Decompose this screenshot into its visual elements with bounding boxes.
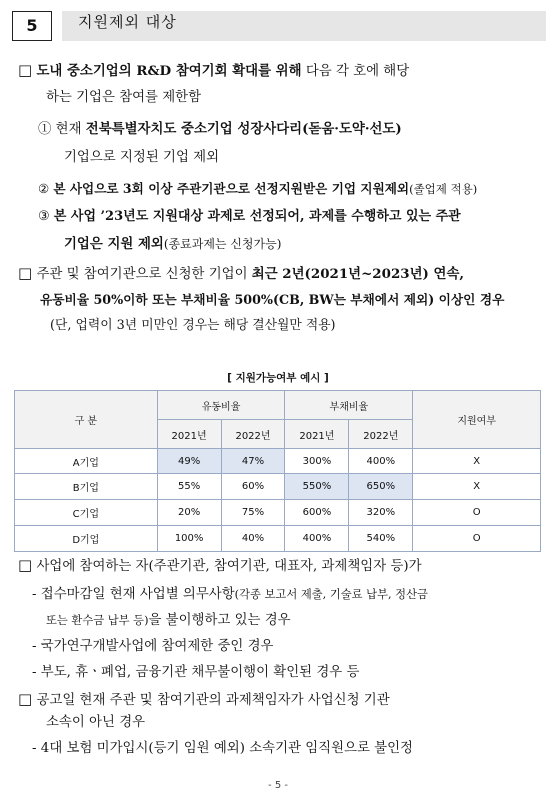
company-name: D기업 — [15, 526, 158, 552]
table-cell: 300% — [285, 449, 349, 474]
header-year: 2021년 — [285, 420, 349, 449]
circled-number: ② — [38, 181, 50, 196]
header-support: 지원여부 — [413, 391, 541, 449]
table-caption: [ 지원가능여부 예시 ] — [227, 372, 329, 384]
section-title: 지원제외 대상 — [78, 13, 177, 31]
support-status: X — [413, 474, 541, 500]
s1-rest-text: 다음 각 호에 해당 — [301, 64, 410, 79]
support-status: O — [413, 526, 541, 552]
s1-item1: ① 현재 전북특별자치도 중소기업 성장사다리(돋움·도약·선도) — [38, 121, 402, 137]
s1-line1 — [18, 59, 409, 83]
s1-line2: 하는 기업은 참여를 제한함 — [46, 90, 202, 105]
table-row — [15, 526, 541, 552]
circled-number: ① — [38, 122, 52, 137]
square-bullet-icon: □ — [18, 264, 33, 282]
table-cell: 100% — [157, 526, 221, 552]
header-year: 2022년 — [221, 420, 285, 449]
header-category: 구 분 — [15, 391, 158, 449]
square-bullet-icon: □ — [18, 61, 33, 79]
s4-sub: - 4대 보험 미가입시(등기 임원 예외) 소속기관 임직원으로 불인정 — [32, 741, 413, 756]
table-cell: 400% — [349, 449, 413, 474]
table-cell: 650% — [349, 474, 413, 500]
table-cell: 75% — [221, 500, 285, 526]
header-year: 2021년 — [157, 420, 221, 449]
header-liquidity: 유동비율 — [157, 391, 285, 420]
table-cell: 49% — [157, 449, 221, 474]
section-header — [0, 6, 556, 40]
table-cell: 550% — [285, 474, 349, 500]
support-status: O — [413, 500, 541, 526]
header-debt: 부채비율 — [285, 391, 413, 420]
s3-item1-line2: 또는 환수금 납부 등)을 불이행하고 있는 경우 — [46, 613, 291, 628]
example-table — [14, 390, 541, 552]
header-year: 2022년 — [349, 420, 413, 449]
company-name: A기업 — [15, 449, 158, 474]
s2-line1: □ 주관 및 참여기관으로 신청한 기업이 최근 2년(2021년~2023년) 연속, — [18, 264, 465, 282]
table-cell: 400% — [285, 526, 349, 552]
table-cell: 540% — [349, 526, 413, 552]
s1-bold-text: 도내 중소기업의 R&D 참여기회 확대를 위해 — [36, 63, 302, 79]
s3-item1: - 접수마감일 현재 사업별 의무사항(각종 보고서 제출, 기술료 납부, 정산금 — [32, 587, 428, 602]
s1-item2: ② 본 사업으로 3회 이상 주관기관으로 선정지원받은 기업 지원제외(졸업제 적용) — [38, 181, 478, 196]
company-name: B기업 — [15, 474, 158, 500]
table-cell: 40% — [221, 526, 285, 552]
s2-line2: 유동비율 50%이하 또는 부채비율 500%(CB, BW는 부채에서 제외) 이상인 경우 — [40, 292, 505, 307]
table-row — [15, 474, 541, 500]
support-status: X — [413, 449, 541, 474]
table-cell: 47% — [221, 449, 285, 474]
s4-line1: □ 공고일 현재 주관 및 참여기관의 과제책임자가 사업신청 기관 — [18, 690, 390, 708]
table-cell: 55% — [157, 474, 221, 500]
square-bullet-icon: □ — [18, 690, 33, 708]
s3-item2: - 국가연구개발사업에 참여제한 중인 경우 — [32, 639, 274, 654]
s4-line2: 소속이 아닌 경우 — [46, 715, 146, 730]
table-cell: 20% — [157, 500, 221, 526]
s2-line3: (단, 업력이 3년 미만인 경우는 해당 결산월만 적용) — [50, 318, 336, 333]
table-cell: 600% — [285, 500, 349, 526]
circled-number: ③ — [38, 209, 50, 224]
s1-item1-line2: 기업으로 지정된 기업 제외 — [64, 150, 220, 165]
s1-item3: ③ 본 사업 ’23년도 지원대상 과제로 선정되어, 과제를 수행하고 있는 주관 — [38, 209, 461, 224]
table-cell: 60% — [221, 474, 285, 500]
s3-line1: □ 사업에 참여하는 자(주관기관, 참여기관, 대표자, 과제책임자 등)가 — [18, 556, 422, 574]
section-number: 5 — [12, 11, 52, 41]
s1-item3-line2: 기업은 지원 제외(종료과제는 신청가능) — [64, 236, 282, 252]
table-row — [15, 500, 541, 526]
square-bullet-icon: □ — [18, 556, 33, 574]
company-name: C기업 — [15, 500, 158, 526]
table-cell: 320% — [349, 500, 413, 526]
s3-item3: - 부도, 휴ㆍ폐업, 금융기관 채무불이행이 확인된 경우 등 — [32, 665, 360, 680]
page-number: - 5 - — [268, 780, 288, 791]
table-row — [15, 449, 541, 474]
